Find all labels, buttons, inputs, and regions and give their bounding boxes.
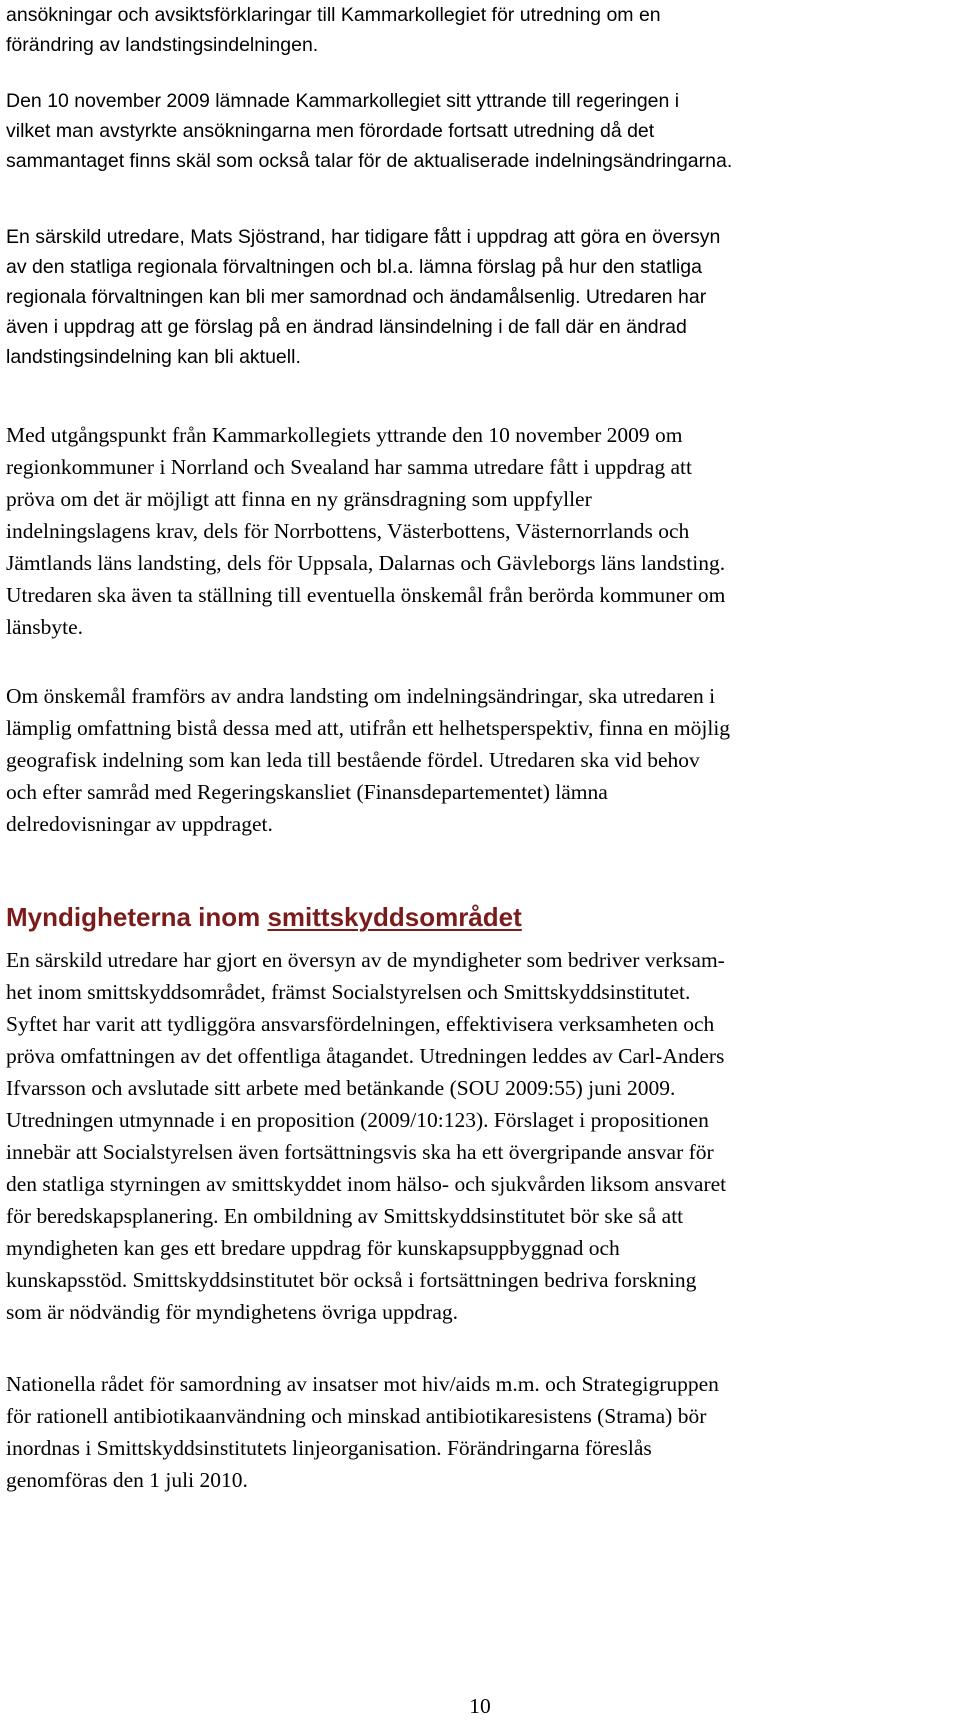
text-line: Syftet har varit att tydliggöra ansvarsfördelningen, effektivisera verksamheten och [6,1012,715,1036]
text-line: vilket man avstyrkte ansökningarna men förordade fortsatt utredning då det [6,120,655,142]
paragraph-sarskild-utredare [6,222,946,372]
text-line: En särskild utredare, Mats Sjöstrand, har tidigare fått i uppdrag att göra en översyn [6,226,721,248]
text-line: som är nödvändig för myndighetens övriga uppdrag. [6,1300,459,1324]
paragraph-onskemal [6,680,946,840]
text-line: länsbyte. [6,615,84,639]
text-line: av den statliga regionala förvaltningen och bl.a. lämna förslag på hur den statliga [6,256,702,278]
text-line: regionkommuner i Norrland och Svealand har samma utredare fått i uppdrag att [6,455,692,479]
section-heading [6,900,522,934]
text-line: landstingsindelning kan bli aktuell. [6,346,301,368]
paragraph-myndigheter [6,944,946,1328]
text-line: Utredningen utmynnade i en proposition (2009/10:123). Förslaget i propositionen [6,1108,709,1132]
text-line: myndigheten kan ges ett bredare uppdrag för kunskapsuppbyggnad och [6,1236,620,1260]
text-line: för rationell antibiotikaanvändning och minskad antibiotikaresistens (Strama) bör [6,1404,707,1428]
text-line: Om önskemål framförs av andra landsting om indelningsändringar, ska utredaren i [6,684,716,708]
text-line: delredovisningar av uppdraget. [6,812,273,836]
text-line: Jämtlands läns landsting, dels för Uppsala, Dalarnas och Gävleborgs läns landsting. [6,551,726,575]
paragraph-utgangspunkt [6,419,946,643]
text-line: innebär att Socialstyrelsen även fortsättningsvis ska ha ett övergripande ansvar för [6,1140,714,1164]
text-line: genomföras den 1 juli 2010. [6,1468,248,1492]
text-line: Nationella rådet för samordning av insatser mot hiv/aids m.m. och Strategigruppen [6,1372,719,1396]
text-line: för beredskapsplanering. En ombildning av Smittskyddsinstitutet bör ske så att [6,1204,684,1228]
text-line: kunskapsstöd. Smittskyddsinstitutet bör också i fortsättningen bedriva forskning [6,1268,697,1292]
text-line: ansökningar och avsiktsförklaringar till Kammarkollegiet för utredning om en [6,4,661,26]
text-line: Den 10 november 2009 lämnade Kammarkollegiet sitt yttrande till regeringen i [6,90,680,112]
text-line: indelningslagens krav, dels för Norrbottens, Västerbottens, Västernorrlands och [6,519,690,543]
text-line: sammantaget finns skäl som också talar för de aktualiserade indelningsändringarna. [6,150,733,172]
text-line: förändring av landstingsindelningen. [6,34,319,56]
text-line: Med utgångspunkt från Kammarkollegiets yttrande den 10 november 2009 om [6,423,683,447]
text-line: Ifvarsson och avslutade sitt arbete med betänkande (SOU 2009:55) juni 2009. [6,1076,676,1100]
text-line: geografisk indelning som kan leda till bestående fördel. Utredaren ska vid behov [6,748,700,772]
text-line: En särskild utredare har gjort en översyn av de myndigheter som bedriver verksam- [6,948,725,972]
text-line: inordnas i Smittskyddsinstitutets linjeorganisation. Förändringarna föreslås [6,1436,652,1460]
intro-paragraph [6,0,946,60]
text-line: och efter samråd med Regeringskansliet (Finansdepartementet) lämna [6,780,608,804]
paragraph-november-2009 [6,86,946,176]
text-line: regionala förvaltningen kan bli mer samordnad och ändamålsenlig. Utredaren har [6,286,707,308]
text-line: den statliga styrningen av smittskyddet inom hälso- och sjukvården liksom ansvaret [6,1172,727,1196]
text-line: även i uppdrag att ge förslag på en ändrad länsindelning i de fall där en ändrad [6,316,687,338]
page-number: 10 [469,1694,491,1718]
text-line: pröva om det är möjligt att finna en ny gränsdragning som uppfyller [6,487,592,511]
paragraph-nationella-radet [6,1368,946,1496]
text-line: pröva omfattningen av det offentliga åtagandet. Utredningen leddes av Carl-Anders [6,1044,725,1068]
text-line: het inom smittskyddsområdet, främst Socialstyrelsen och Smittskyddsinstitutet. [6,980,691,1004]
section-heading-underlined: smittskyddsområdet [267,902,522,932]
section-heading-prefix: Myndigheterna inom [6,902,268,932]
text-line: lämplig omfattning bistå dessa med att, utifrån ett helhetsperspektiv, finna en möjlig [6,716,731,740]
text-line: Utredaren ska även ta ställning till eventuella önskemål från berörda kommuner om [6,583,726,607]
